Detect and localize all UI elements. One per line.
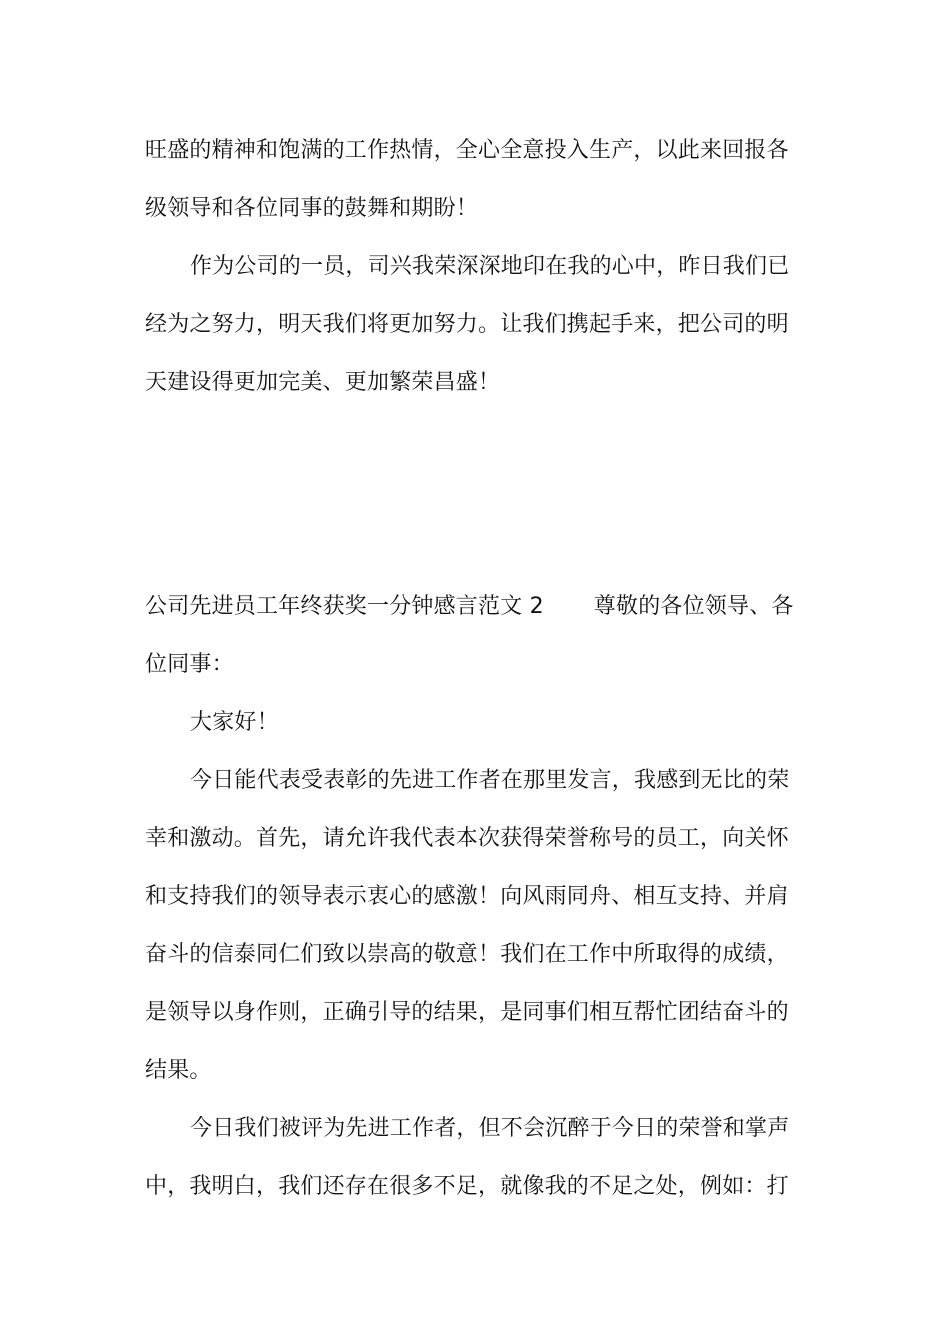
salutation: 尊敬的各位领导、各 [593, 594, 794, 619]
paragraph-line: 今日能代表受表彰的先进工作者在那里发言，我感到无比的荣 [190, 768, 790, 793]
section-title-line [0, 592, 950, 622]
paragraph-line: 旺盛的精神和饱满的工作热情，全心全意投入生产，以此来回报各 [145, 138, 789, 163]
paragraph-line: 天建设得更加完美、更加繁荣昌盛！ [145, 370, 501, 395]
paragraph-line: 和支持我们的领导表示衷心的感激！向风雨同舟、相互支持、并肩 [145, 884, 789, 909]
paragraph-line: 级领导和各位同事的鼓舞和期盼！ [145, 196, 479, 221]
salutation-line: 位同事： [145, 652, 234, 677]
paragraph-line: 奋斗的信泰同仁们致以崇高的敬意！我们在工作中所取得的成绩， [145, 942, 789, 967]
paragraph-line: 中，我明白，我们还存在很多不足，就像我的不足之处，例如：打 [145, 1174, 789, 1199]
paragraph-line: 幸和激动。首先，请允许我代表本次获得荣誉称号的员工，向关怀 [145, 826, 789, 851]
greeting: 大家好！ [190, 710, 279, 735]
paragraph-line: 今日我们被评为先进工作者，但不会沉醉于今日的荣誉和掌声 [190, 1116, 790, 1141]
paragraph-line: 是领导以身作则，正确引导的结果，是同事们相互帮忙团结奋斗的 [145, 1000, 789, 1025]
paragraph-line: 结果。 [145, 1058, 212, 1083]
paragraph-line: 经为之努力，明天我们将更加努力。让我们携起手来，把公司的明 [145, 312, 789, 337]
section-title: 公司先进员工年终获奖一分钟感言范文 2 [145, 594, 544, 619]
paragraph-line: 作为公司的一员，司兴我荣深深地印在我的心中，昨日我们已 [190, 254, 790, 279]
